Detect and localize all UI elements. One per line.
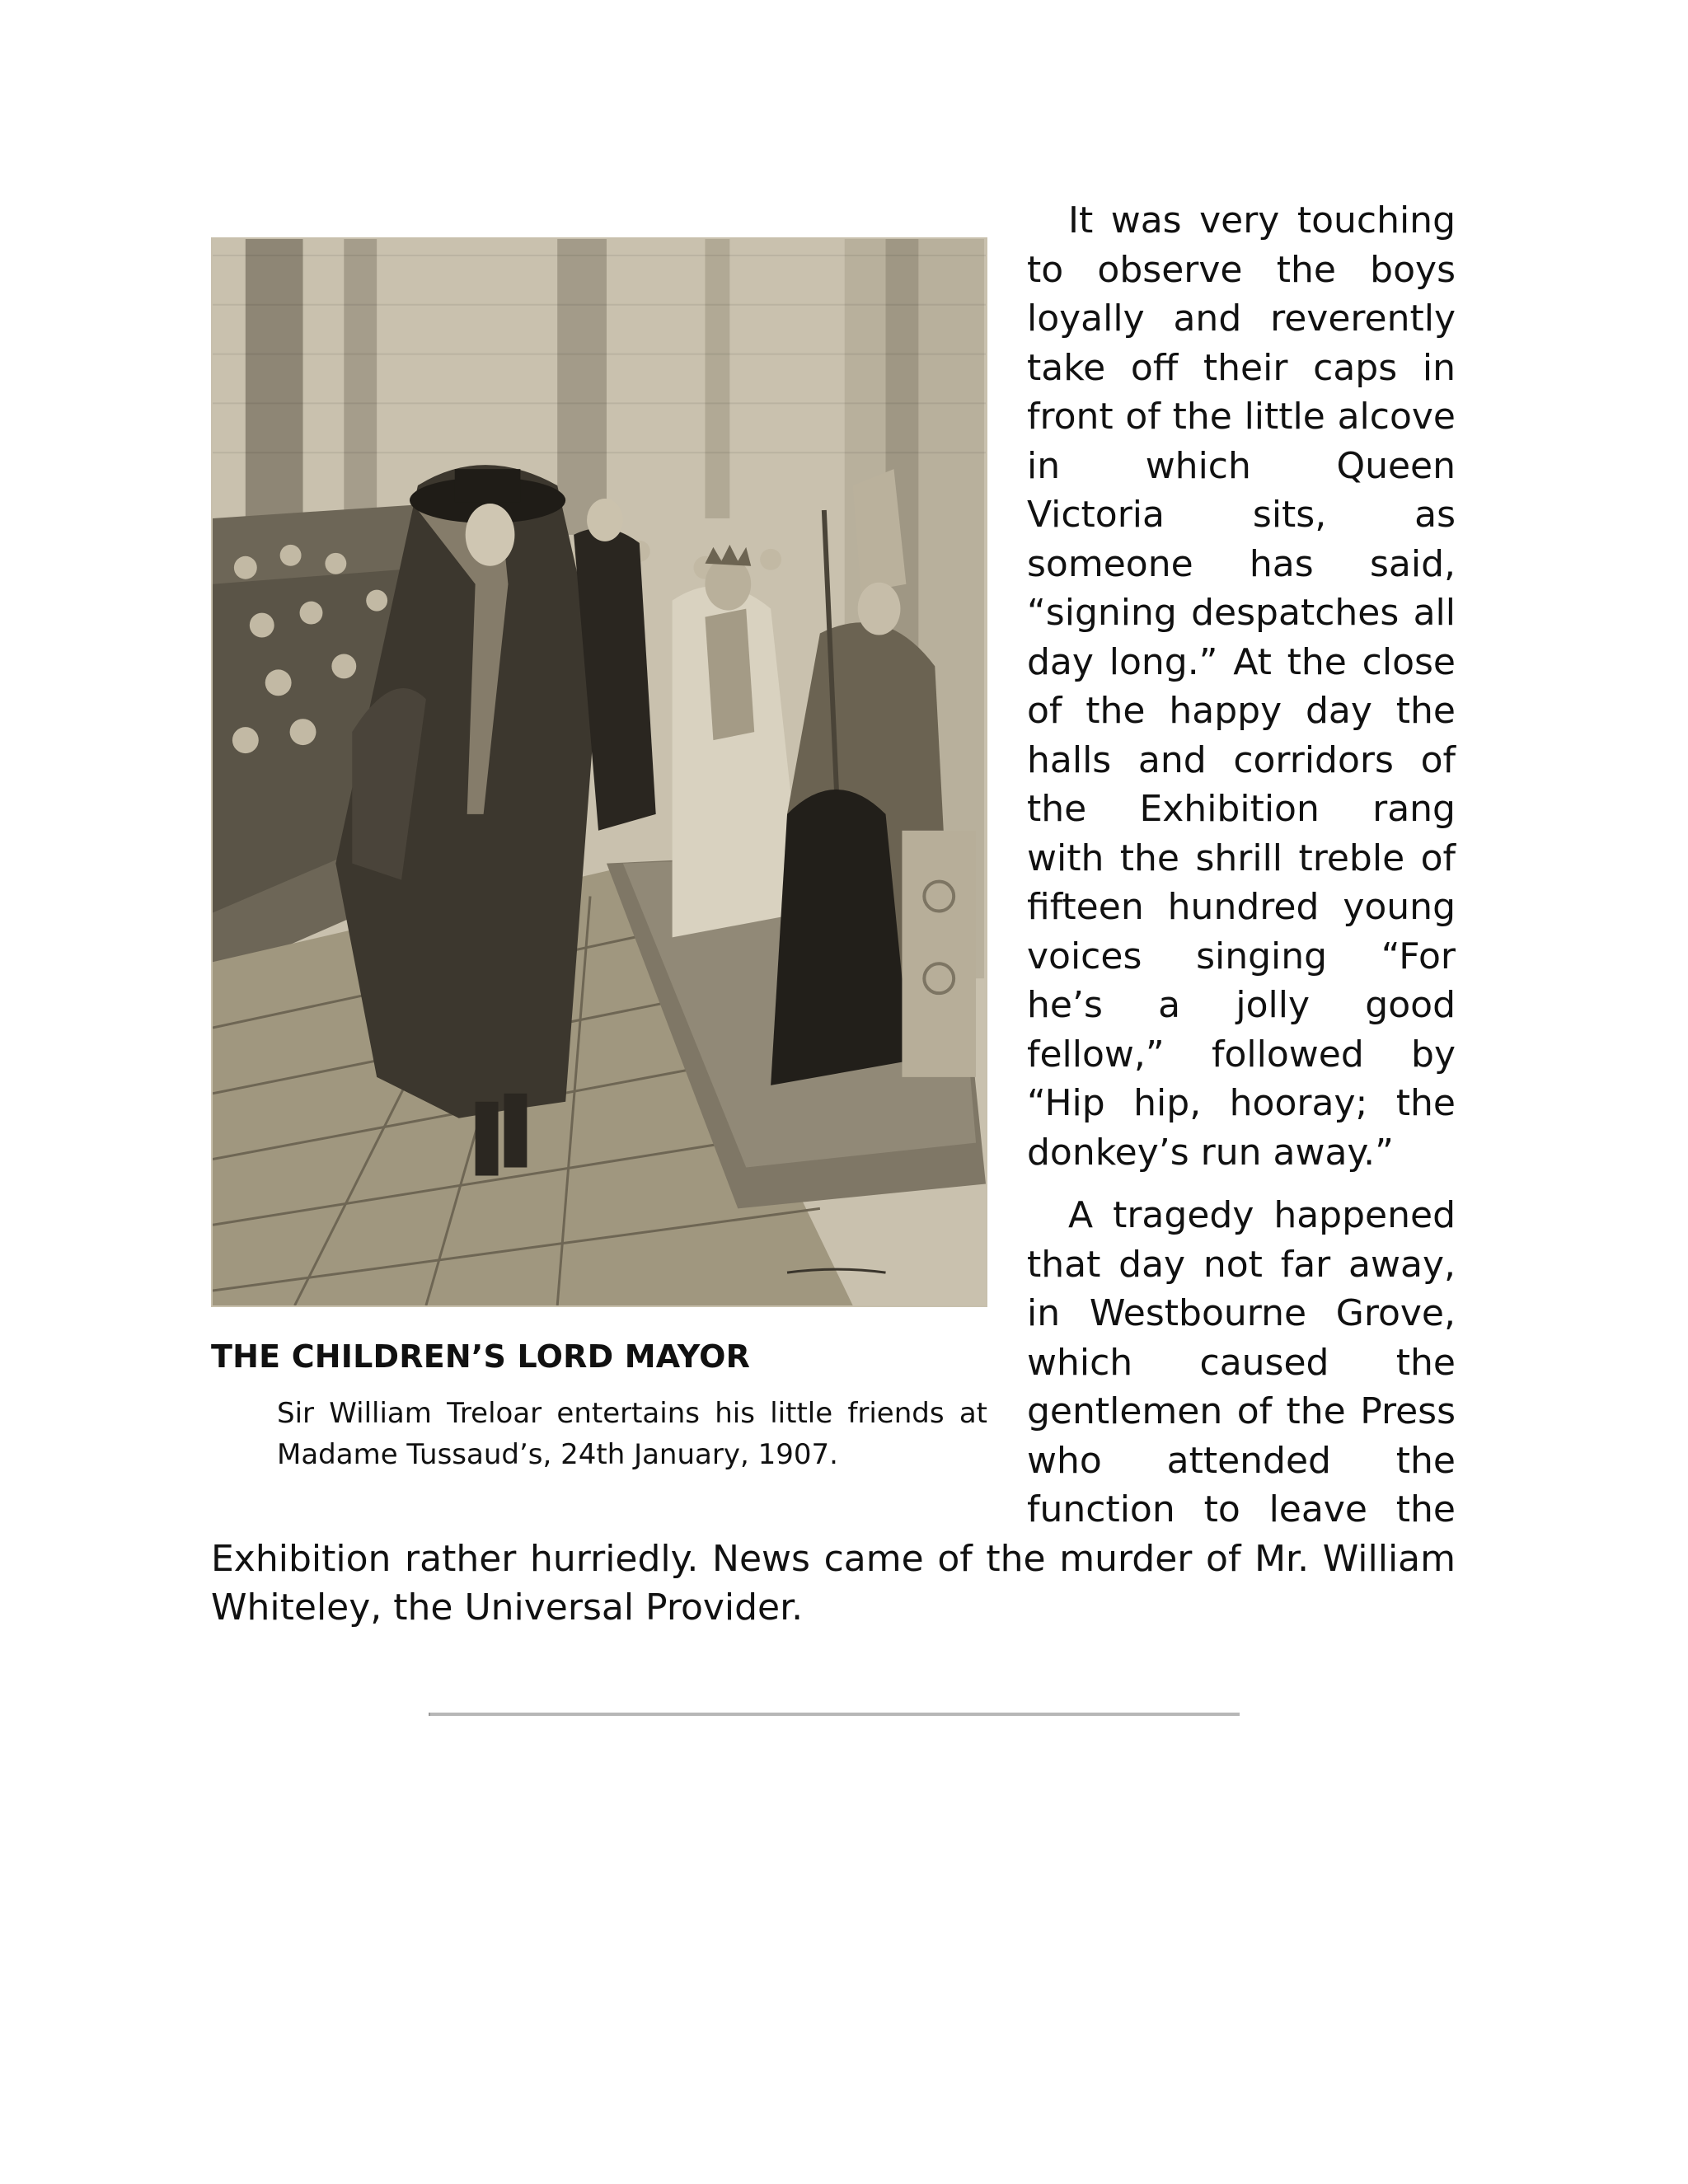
figure-caption-title: THE CHILDREN’S LORD MAYOR bbox=[211, 1338, 751, 1375]
paragraph-2: A tragedy happened that day not far away, in Westbourne Grove, which caused the gentlemen of the Press who attended the function to leave the Exhibition rather hurriedly. News came of the murder of Mr. William Whiteley, the Universal Provider. bbox=[211, 1194, 1456, 1629]
figure-float-spacer bbox=[211, 196, 1027, 1515]
paragraph-1: It was very touching to observe the boys loyally and reverently take off their caps in front of the little alcove in which Queen Victoria sits, as someone has said, “signing despatches all day long.” At the close of the happy day the halls and corridors of the Exhibition rang with the shrill treble of fifteen hundred young voices singing “For he’s a jolly good fellow,” followed by “Hip hip, hooray; the donkey’s run away.” bbox=[1027, 199, 1456, 1174]
figure-caption-text: Sir William Treloar entertains his little friends at Madame Tussaud’s, 24th January, 1907. bbox=[277, 1397, 987, 1471]
article-body bbox=[211, 196, 1456, 1633]
section-divider bbox=[429, 1713, 1240, 1716]
